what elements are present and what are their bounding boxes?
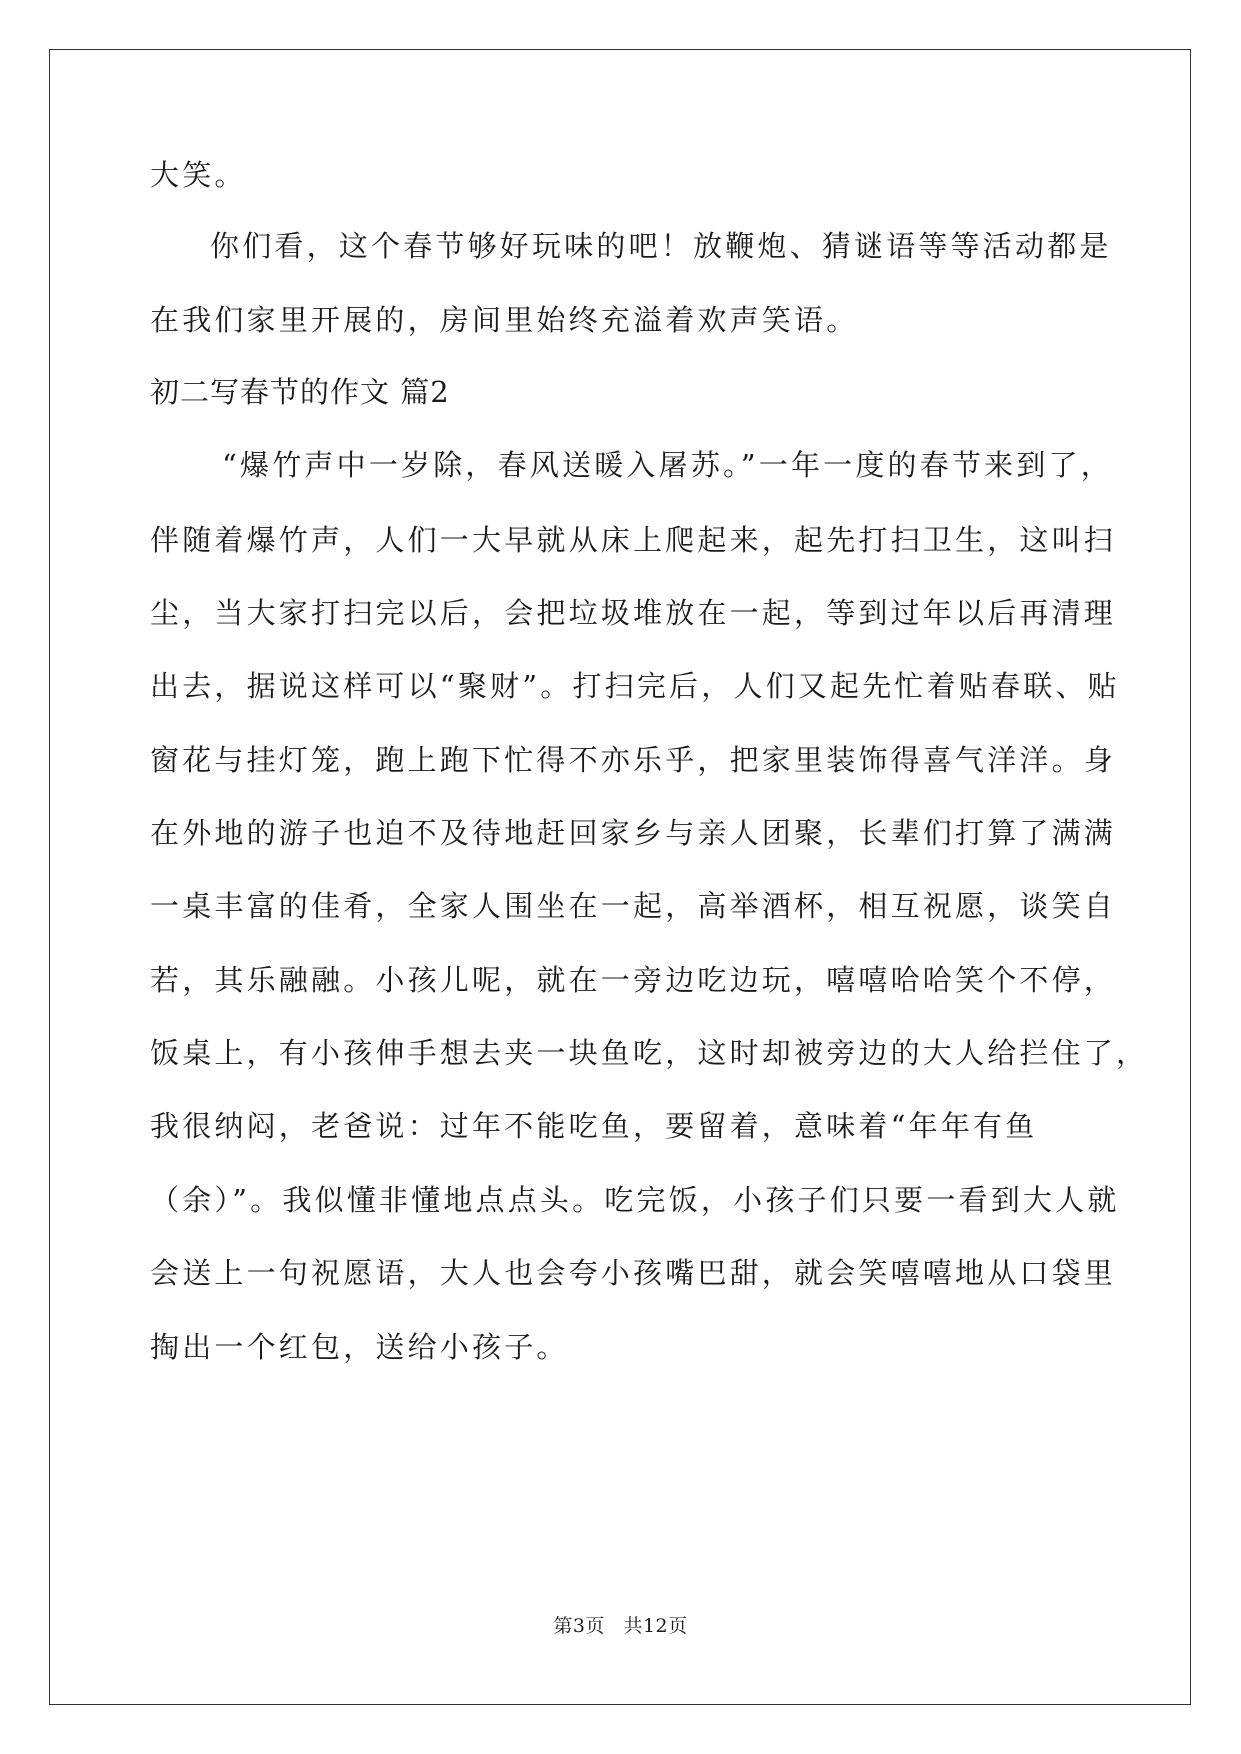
paragraph-start: 你们看，这个春节够好玩味的吧！放鞭炮、猜谜语等等活动都是 — [210, 229, 1112, 263]
text-line: 尘，当大家打扫完以后，会把垃圾堆放在一起，等到过年以后再清理 — [150, 596, 1117, 630]
section-heading: 初二写春节的作文 篇2 — [150, 375, 450, 409]
text-line: 窗花与挂灯笼，跑上跑下忙得不亦乐乎，把家里装饰得喜气洋洋。身 — [150, 743, 1117, 777]
text-line: 若，其乐融融。小孩儿呢，就在一旁边吃边玩，嘻嘻哈哈笑个不停， — [150, 963, 1117, 997]
page-number: 第3页 — [553, 1615, 605, 1637]
text-line: 掏出一个红包，送给小孩子。 — [150, 1330, 569, 1364]
text-line: （余）”。我似懂非懂地点点头。吃完饭，小孩子们只要一看到大人就 — [150, 1183, 1120, 1217]
page-total: 共12页 — [623, 1615, 688, 1637]
text-line: 会送上一句祝愿语，大人也会夸小孩嘴巴甜，就会笑嘻嘻地从口袋里 — [150, 1256, 1117, 1290]
paragraph-start: “爆竹声中一岁除，春风送暖入屠苏。”一年一度的春节来到了， — [222, 448, 1113, 482]
text-line: 饭桌上，有小孩伸手想去夹一块鱼吃，这时却被旁边的大人给拦住了， — [150, 1036, 1149, 1070]
text-line: 一桌丰富的佳肴，全家人围坐在一起，高举酒杯，相互祝愿，谈笑自 — [150, 889, 1117, 923]
page-border — [49, 49, 1191, 1705]
text-line: 大笑。 — [150, 158, 247, 192]
text-line: 出去，据说这样可以“聚财”。打扫完后，人们又起先忙着贴春联、贴 — [150, 669, 1120, 703]
text-line: 在外地的游子也迫不及待地赶回家乡与亲人团聚，长辈们打算了满满 — [150, 816, 1117, 850]
page-footer — [0, 1614, 1241, 1638]
text-line: 在我们家里开展的，房间里始终充溢着欢声笑语。 — [150, 303, 859, 337]
text-line: 我很纳闷，老爸说：过年不能吃鱼，要留着，意味着“年年有鱼 — [150, 1109, 1038, 1143]
text-line: 伴随着爆竹声，人们一大早就从床上爬起来，起先打扫卫生，这叫扫 — [150, 523, 1117, 557]
